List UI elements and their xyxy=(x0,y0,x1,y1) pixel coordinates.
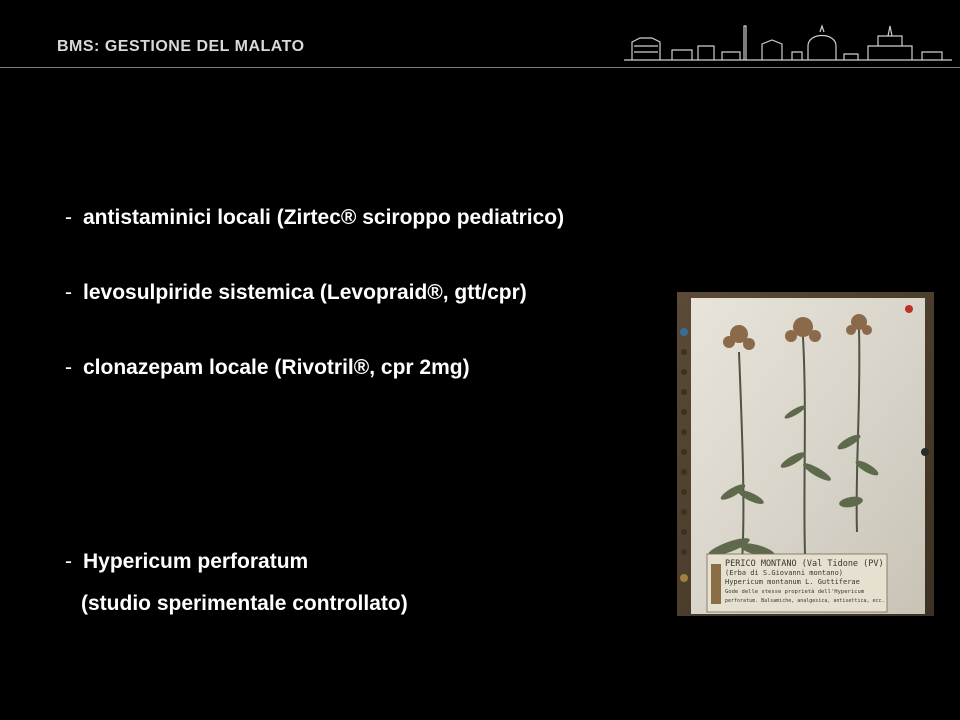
bullet-levosulpiride xyxy=(65,281,527,305)
label-line-2: (Erba di S.Giovanni montano) xyxy=(725,569,844,577)
label-line-1: PERICO MONTANO (Val Tidone (PV) xyxy=(725,559,884,569)
bullet-dash: - xyxy=(65,550,72,573)
bullet-text: levosulpiride sistemica (Levopraid®, gtt/cpr) xyxy=(83,281,527,304)
bullet-clonazepam xyxy=(65,356,470,380)
bullet-dash: - xyxy=(65,281,72,304)
bullet-hypericum-note: (studio sperimentale controllato) xyxy=(81,592,408,615)
label-line-3: Hypericum montanum L. Guttiferae xyxy=(725,578,860,586)
label-line-4: Gode delle stesse proprietà dell'Hypericum xyxy=(725,589,865,595)
slide-header xyxy=(0,0,960,68)
herbarium-photo xyxy=(677,292,934,616)
bullet-dash: - xyxy=(65,206,72,229)
bullet-hypericum xyxy=(65,550,308,574)
label-line-5: perforatum. Balsamiche, analgesica, antisettica, ecc. xyxy=(725,598,885,604)
bullet-text: clonazepam locale (Rivotril®, cpr 2mg) xyxy=(83,356,470,379)
bullet-text: Hypericum perforatum xyxy=(83,550,309,573)
bullet-dash: - xyxy=(65,356,72,379)
rome-skyline-logo xyxy=(622,22,952,66)
bullet-text: antistaminici locali (Zirtec® sciroppo pediatrico) xyxy=(83,206,565,229)
header-divider xyxy=(0,67,960,68)
slide-title: BMS: GESTIONE DEL MALATO xyxy=(57,38,305,55)
bullet-antistaminici xyxy=(65,206,564,230)
